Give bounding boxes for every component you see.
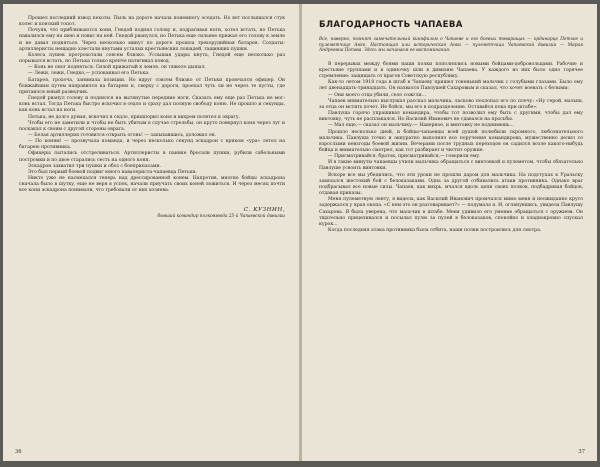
paragraph: — Белая артиллерия готовится открыть огонь! — запыхавшись, доложил он. [28, 132, 217, 138]
paragraph: Гнедой рванул голову и поднялся на вытянутые передние ноги. Сказать ему еще раз Петька не мог: конь встал. Тогда Петька быстро вскочил в седло и сразу дал полную свободу коню. Не прошло и секунды, как конь встал на ноги. [19, 96, 285, 114]
paragraph: — Они моего отца убили, село сожгли... [328, 92, 426, 98]
page-number: 37 [578, 449, 585, 455]
book-gutter [299, 4, 302, 461]
paragraph: — Конь не смог подняться. Силой прижатый к земле, он тяжело дышал. [28, 65, 206, 71]
paragraph: В перерывах между боями наши полки пополнялись новыми бойцами-добровольцами. Рабочие и крестьяне группами и в одиночку шли в дивизию Чапаева. У каждого из них было одно горячее стремление: защищать от врагов Советскую республику. [319, 61, 583, 80]
author-signature: С. КУЗНИН, [243, 206, 285, 213]
right-page [301, 4, 597, 461]
paragraph: Прошло несколько дней, и бойцы-чапаевцы всей душой полюбили скромного, любознательного мальчика. Павлуша точно и аккуратно выполнял все поручения командирова, мужественно делил со взрослыми невзгоды боевой жизни. Вечерами после трудных переходов он садился возле какого-нибудь бойца и внимательно смотрел, как тот разбирает и чистит оружие. [319, 129, 583, 153]
paragraph: Эскадрон захватил три пушки и обоз с боеприпасами. [28, 163, 162, 169]
paragraph: Колеса пушек прогрохотали совсем близко. Услышав удары кнута, Гнедой еще несколько раз порывался встать, но Петька только крепче натягивал повод. [19, 52, 285, 65]
paragraph: Чапаев внимательно выслушал рассказ мальчика, ласково похлопал его по плечу: «Ну герой, малыш, за отца он мстить хочет. Не бойся, мы его в подразделение. Оставайся пока при штабе». [319, 98, 583, 110]
chapter-heading: БЛАГОДАРНОСТЬ ЧАПАЕВА [319, 20, 463, 30]
paragraph: — По коням! — прозвучала команда, и через несколько секунд эскадрон с криком «ура» летел на батарею противника. [19, 139, 285, 151]
right-page-body [319, 62, 583, 234]
left-page [3, 4, 299, 461]
paragraph: — Присматривайся, браток, присматривайся,— говорили ему. [328, 154, 481, 160]
author-role: бывший командир полковзвода 25-й Чапаевской дивизии [157, 212, 285, 218]
paragraph: Когда последняя атака противника была отбита, наши полки построились для смотра. [328, 228, 542, 233]
paragraph: Петька, не долго думая, вскочил в седло, пришпорил коня и вихрем полетел к оврагу. [28, 114, 240, 120]
paragraph: Меня пулеметную ленту, я видела, как Василий Иванович промчался мимо меня и неожиданно круто задержался у края окопа. «С кем это он разговаривает?» — подумала я. И, оглянувшись, увидела Павлушу Сахарова. Я была уверена, что мальчик в штабе. Меня удивило его умение обращаться с оружием. Он тщательно прицеливался и посылал пулю за пулей в белоказаков, спокойно и хладнокровно спускал курок... [319, 197, 583, 227]
paragraph: Вскоре все мы убедились, что эти уроки не прошли даром для мальчика. На подступах к Уральску завязался жестокий бой с белоказаками. Одна за другой отбивались атаки противника. Однако враг подбрасывал все новые силы. Чапаев, как вихрь, мчался вдоль цепи своих полков, подбадривая бойцов, отдавая приказы. [319, 172, 583, 197]
paragraph: Батарея, грохоча, занимала позиции. Но вдруг совсем близко от Петьки промчался офицер. Он ближайшим путем направился на батарею и, сверху с дороги, проехал чуть ли не через те кусты, где притаился юный разведчик. [19, 77, 285, 95]
paragraph: — Лежи, лежи, Гнедко,— успокаивал его Петька. [28, 71, 150, 77]
paragraph: Офицеры пытались отстреливаться. Артиллеристы в панике бросали пушки, рубили сабельными постромки и по двое старались сесть на одного коня. [19, 151, 285, 163]
paragraph: Как-то летом 1918 года в штаб к Чапаеву пришел тоненький мальчик с голубыми глазами. Было ему лет двенадцать-тринадцать. Он назвался Павлушей Сахаровым и сказал, что хочет воевать с белыми: [319, 80, 583, 92]
paragraph: Это был первый боевой подвиг юного кавалериста-чапаевца Петьки. [28, 169, 197, 175]
epigraph: Все, наверно, помнят замечательный кинофильм о Чапаеве и его боевых товарищах — ординарце Петьке и пулеметчице Анке. Настоящая или историческая Анка — пулеметчица Чапаевской дивизии — Мария Андреевна Попова. Здесь мы начинаем ее воспоминания. [319, 37, 583, 54]
paragraph: Почуяв, что приближаются кони, Гнедой поднял голову и, подрагивая ноги, хотел встать, но Петька навалился ему на шею и повис на ней. Гнедой рванулся, но Петька еще сильнее прижал его голову к земле и не давал подняться. Через несколько минут по дороге прошла трехорудийная батарея. Солдаты-артиллеристы нещадно хлестали кнутами усталых крестьянских лошадей, тащивших пушки. [19, 28, 285, 52]
left-page-body [19, 16, 285, 195]
page-number: 36 [15, 449, 22, 455]
paragraph: Чтобы его не заметили и чтобы не быть убитым в случае стрельбы, он круто повернул коня через луг и поскакал к своим с другой стороны оврага. [19, 120, 285, 132]
paragraph: Павлуша горячо упрашивал командира, чтобы тот позволил ему быть с другими, чтобы дал ему винтовку, чуть не расплакался. Но Василий Иванович не сдавался на просьбы. [319, 111, 583, 123]
paragraph: Никто уже не насмехался теперь над дрессированной конем. Напротив, многие бойцы эскадрона сначала было в шутку, еще не веря в успех, начали приучать своих коней ложиться. И через месяц почти все кони эскадрона понимали, что требовали от них хозяева. [19, 176, 285, 194]
paragraph: И в такие минуты чапаевцы учили мальчика обращаться с винтовкой и пулеметом, чтобы обязательно Павлуше усвоить винтовки. [319, 160, 583, 172]
paragraph: Прошел последний взвод пехоты. Пыль на дороге начала понемногу оседать. Но вот послышался стук колес и конский топот. [19, 16, 285, 28]
paragraph: — Мал еще,— сказал он мальчику.— Наверное, и винтовку не поднимешь... [328, 123, 514, 129]
